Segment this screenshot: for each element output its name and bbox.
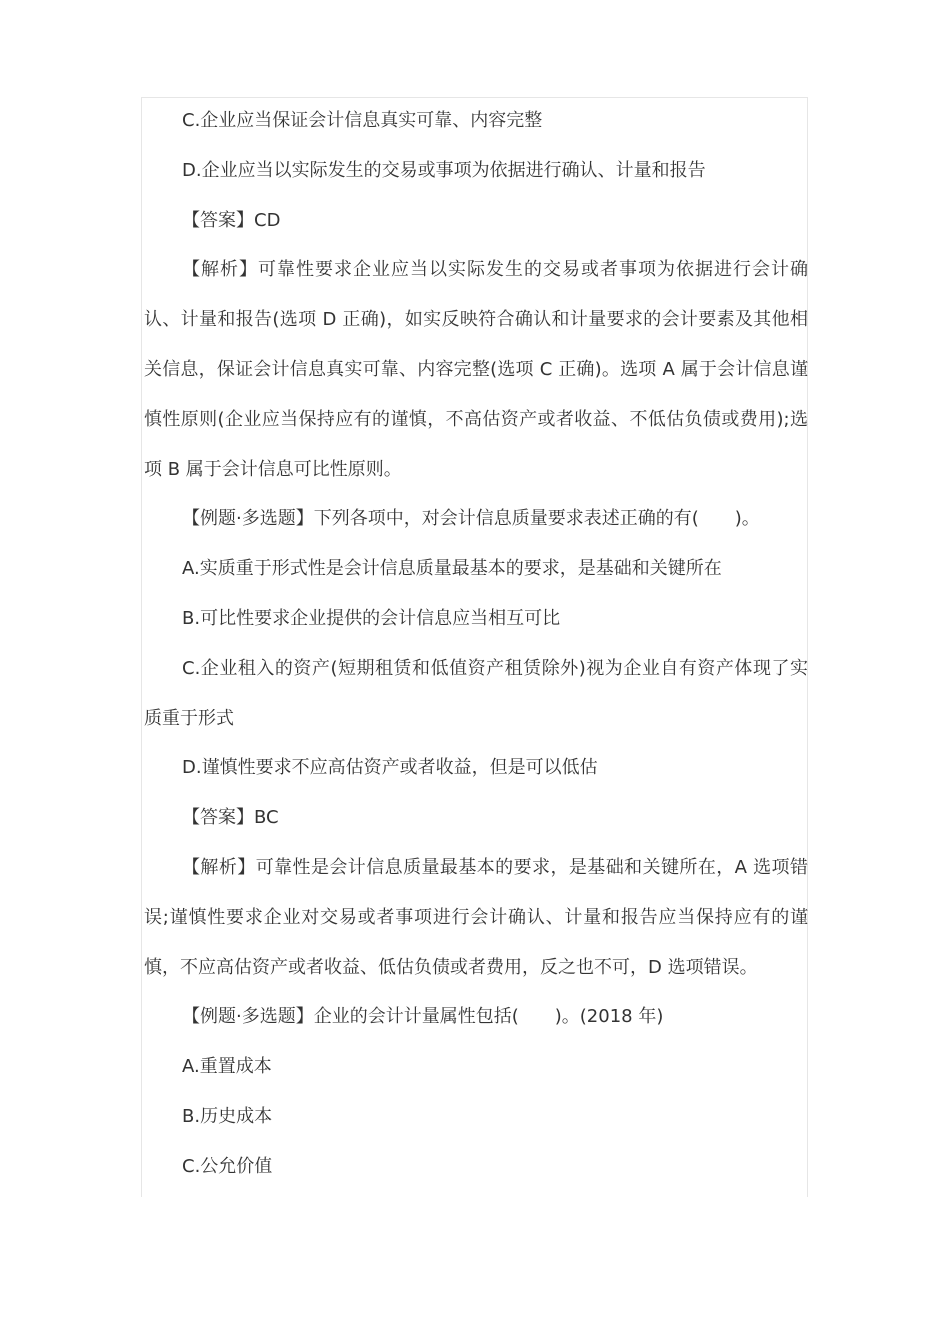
question-text: 【例题·多选题】企业的会计计量属性包括( )。(2018 年) (182, 1006, 664, 1028)
option-d-text: D.谨慎性要求不应高估资产或者收益，但是可以低估 (182, 757, 598, 779)
option-a-text: A.实质重于形式性是会计信息质量最基本的要求，是基础和关键所在 (182, 558, 722, 580)
option-c-text: C.公允价值 (182, 1155, 273, 1177)
question-text: 【例题·多选题】下列各项中，对会计信息质量要求表述正确的有( )。 (182, 508, 760, 530)
answer-text: 【答案】BC (182, 807, 279, 829)
document-body (144, 96, 808, 1192)
option-b-text: B.历史成本 (182, 1105, 273, 1127)
option-a-text: A.重置成本 (182, 1056, 272, 1078)
explanation-text: 【解析】可靠性要求企业应当以实际发生的交易或者事项为依据进行会计确认、计量和报告(选项 D 正确)，如实反映符合确认和计量要求的会计要素及其他相关信息，保证会计信息真实可靠、内容完整(选项 C 正确)。选项 A 属于会计信息谨慎性原则(企业应当保持应有的谨慎，不高估资产或者收益、不低估负债或费用);选项 B 属于会计信息可比性原则。 (144, 259, 808, 480)
explanation-text: 【解析】可靠性是会计信息质量最基本的要求，是基础和关键所在，A 选项错误;谨慎性要求企业对交易或者事项进行会计确认、计量和报告应当保持应有的谨慎，不应高估资产或者收益、低估负债或者费用，反之也不可，D 选项错误。 (144, 856, 808, 978)
option-b-text: B.可比性要求企业提供的会计信息应当相互可比 (182, 607, 561, 629)
answer-text: 【答案】CD (182, 209, 281, 231)
option-c-text: C.企业应当保证会计信息真实可靠、内容完整 (182, 110, 543, 131)
option-c-text: C.企业租入的资产(短期租赁和低值资产租赁除外)视为企业自有资产体现了实质重于形式 (144, 657, 808, 729)
option-d-text: D.企业应当以实际发生的交易或事项为依据进行确认、计量和报告 (182, 159, 706, 181)
